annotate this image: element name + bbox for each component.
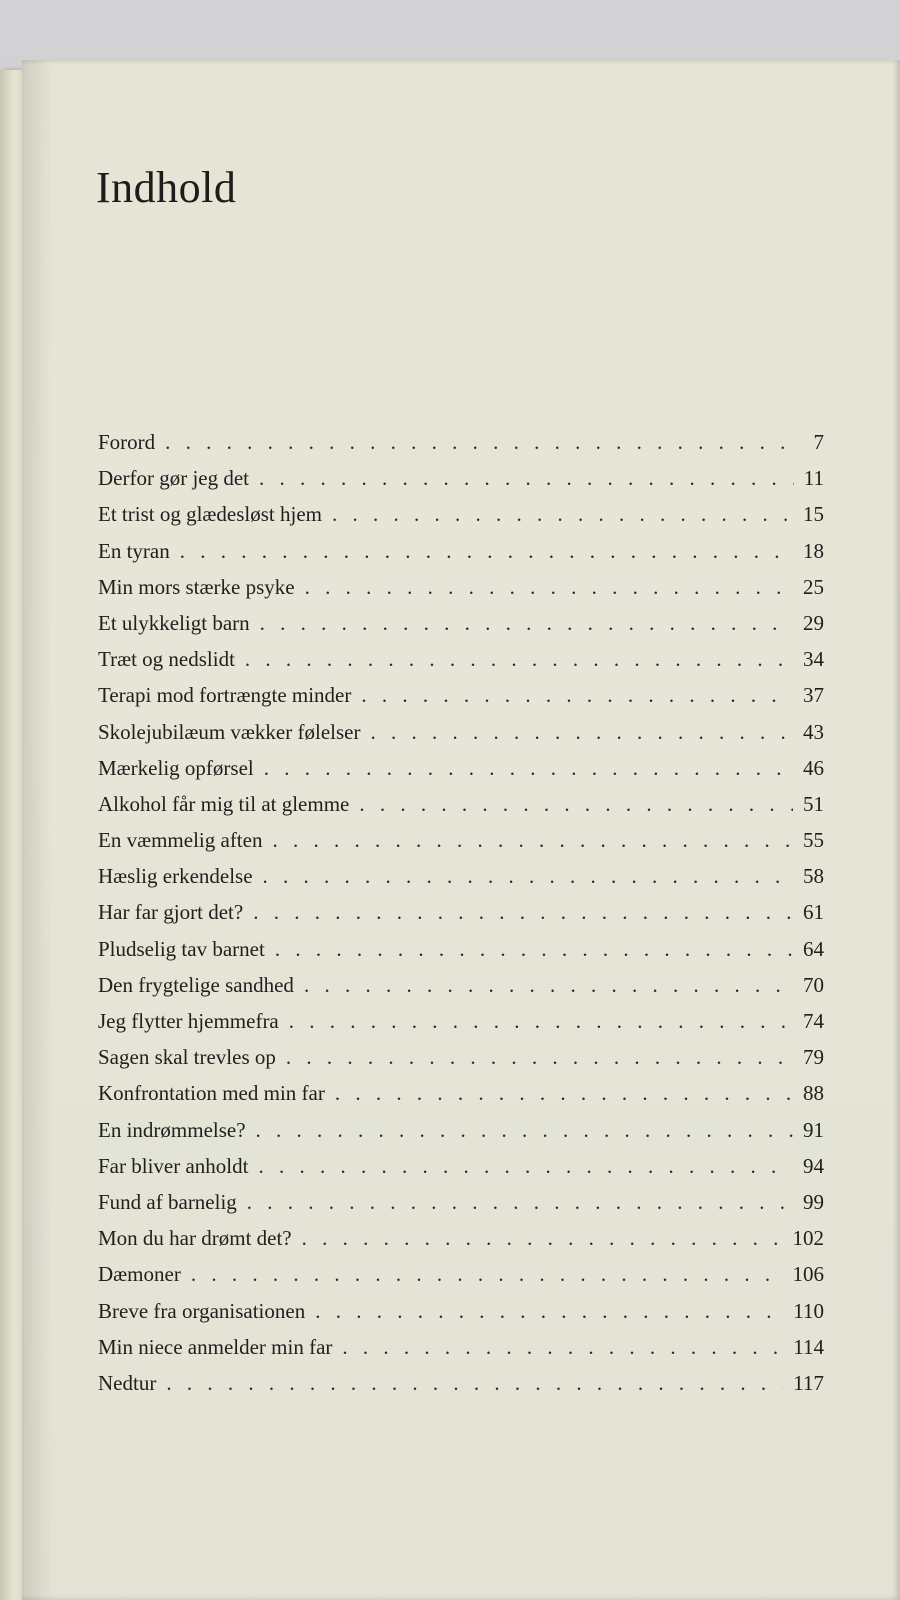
toc-entry-title: Skolejubilæum vækker følelser [98, 719, 361, 744]
toc-entry [98, 575, 824, 611]
dot-leader [259, 466, 794, 491]
toc-entry-title: En tyran [98, 538, 170, 563]
toc-entry-page-number: 34 [803, 647, 824, 672]
toc-entry-page-number: 58 [803, 864, 824, 889]
toc-entry [98, 1081, 824, 1117]
table-of-contents [98, 430, 824, 1407]
toc-entry-title: Terapi mod fortrængte minder [98, 683, 352, 708]
dot-leader [263, 864, 793, 889]
toc-entry [98, 611, 824, 647]
toc-entry-title: Sagen skal trevles op [98, 1045, 276, 1070]
toc-entry-title: En væmmelig aften [98, 828, 263, 853]
dot-leader [370, 720, 793, 745]
toc-entry [98, 973, 824, 1009]
toc-entry-page-number: 106 [792, 1262, 824, 1287]
toc-entry-page-number: 91 [803, 1117, 824, 1142]
toc-entry-title: Har far gjort det? [98, 900, 244, 925]
dot-leader [342, 1335, 783, 1360]
toc-entry [98, 1371, 824, 1407]
dot-leader [180, 539, 793, 564]
toc-entry-page-number: 46 [803, 755, 824, 780]
toc-entry-title: Derfor gør jeg det [98, 466, 250, 491]
toc-entry [98, 864, 824, 900]
book-page [22, 60, 900, 1600]
toc-entry [98, 502, 824, 538]
dot-leader [332, 502, 793, 527]
toc-entry-title: Alkohol får mig til at glemme [98, 791, 350, 816]
toc-entry-page-number: 7 [813, 430, 824, 454]
toc-entry-page-number: 102 [792, 1226, 824, 1251]
toc-entry-title: Pludselig tav barnet [98, 936, 265, 961]
dot-leader [305, 575, 793, 600]
dot-leader [256, 1118, 793, 1143]
dot-leader [253, 900, 793, 925]
toc-entry-title: Fund af barnelig [98, 1189, 237, 1214]
dot-leader [359, 792, 793, 817]
toc-entry-page-number: 88 [803, 1081, 824, 1106]
toc-entry-page-number: 117 [793, 1370, 824, 1395]
toc-entry-page-number: 114 [793, 1334, 824, 1359]
gutter-shadow [22, 60, 52, 1600]
dot-leader [258, 1154, 793, 1179]
toc-entry [98, 900, 824, 936]
toc-entry-title: Træt og nedslidt [98, 647, 235, 672]
toc-entry [98, 828, 824, 864]
toc-entry [98, 1299, 824, 1335]
toc-entry-title: Min niece anmelder min far [98, 1334, 333, 1359]
toc-entry-page-number: 99 [803, 1189, 824, 1214]
toc-entry [98, 1226, 824, 1262]
dot-leader [191, 1262, 783, 1287]
dot-leader [166, 1371, 783, 1396]
dot-leader [315, 1299, 783, 1324]
toc-entry-title: Nedtur [98, 1370, 157, 1395]
toc-entry-page-number: 94 [803, 1153, 824, 1178]
toc-entry [98, 792, 824, 828]
toc-entry-title: Min mors stærke psyke [98, 574, 295, 599]
toc-entry [98, 756, 824, 792]
previous-page-edge [0, 70, 24, 1600]
dot-leader [247, 1190, 793, 1215]
toc-entry [98, 466, 824, 502]
toc-entry [98, 539, 824, 575]
dot-leader [264, 756, 793, 781]
dot-leader [289, 1009, 793, 1034]
toc-entry-page-number: 37 [803, 683, 824, 708]
toc-entry [98, 647, 824, 683]
toc-entry [98, 720, 824, 756]
toc-entry-page-number: 29 [803, 610, 824, 635]
toc-entry [98, 1335, 824, 1371]
toc-entry-page-number: 18 [803, 538, 824, 563]
toc-entry-page-number: 25 [803, 574, 824, 599]
toc-entry-page-number: 55 [803, 828, 824, 853]
toc-entry [98, 683, 824, 719]
toc-entry [98, 1262, 824, 1298]
toc-entry-page-number: 43 [803, 719, 824, 744]
dot-leader [165, 430, 794, 455]
dot-leader [272, 828, 793, 853]
toc-entry [98, 1045, 824, 1081]
dot-leader [286, 1045, 793, 1070]
toc-entry-page-number: 79 [803, 1045, 824, 1070]
toc-entry-page-number: 74 [803, 1009, 824, 1033]
dot-leader [335, 1081, 793, 1106]
toc-entry [98, 1009, 824, 1045]
toc-entry-title: Et ulykkeligt barn [98, 610, 250, 635]
toc-entry [98, 430, 824, 466]
toc-entry-title: Dæmoner [98, 1262, 181, 1287]
dot-leader [245, 647, 793, 672]
toc-entry-page-number: 70 [803, 972, 824, 997]
toc-entry [98, 1154, 824, 1190]
dot-leader [260, 611, 793, 636]
toc-entry-title: Mon du har drømt det? [98, 1226, 292, 1251]
toc-entry [98, 937, 824, 973]
toc-entry-title: Forord [98, 430, 156, 454]
toc-entry-title: En indrømmelse? [98, 1117, 246, 1142]
toc-entry [98, 1190, 824, 1226]
toc-entry-page-number: 15 [803, 502, 824, 527]
dot-leader [304, 973, 793, 998]
toc-entry-page-number: 11 [803, 466, 824, 491]
toc-entry-title: Den frygtelige sandhed [98, 972, 294, 997]
toc-entry-title: Breve fra organisationen [98, 1298, 306, 1323]
dot-leader [361, 683, 793, 708]
toc-entry-page-number: 61 [803, 900, 824, 925]
toc-entry-title: Mærkelig opførsel [98, 755, 254, 780]
toc-entry [98, 1118, 824, 1154]
toc-entry-page-number: 110 [793, 1298, 824, 1323]
toc-entry-title: Et trist og glædesløst hjem [98, 502, 322, 527]
toc-entry-page-number: 64 [803, 936, 824, 961]
page-title: Indhold [96, 163, 237, 212]
toc-entry-title: Far bliver anholdt [98, 1153, 249, 1178]
toc-entry-title: Hæslig erkendelse [98, 864, 253, 889]
dot-leader [302, 1226, 783, 1251]
toc-entry-page-number: 51 [803, 791, 824, 816]
toc-entry-title: Konfrontation med min far [98, 1081, 325, 1106]
dot-leader [275, 937, 793, 962]
toc-entry-title: Jeg flytter hjemmefra [98, 1009, 279, 1033]
